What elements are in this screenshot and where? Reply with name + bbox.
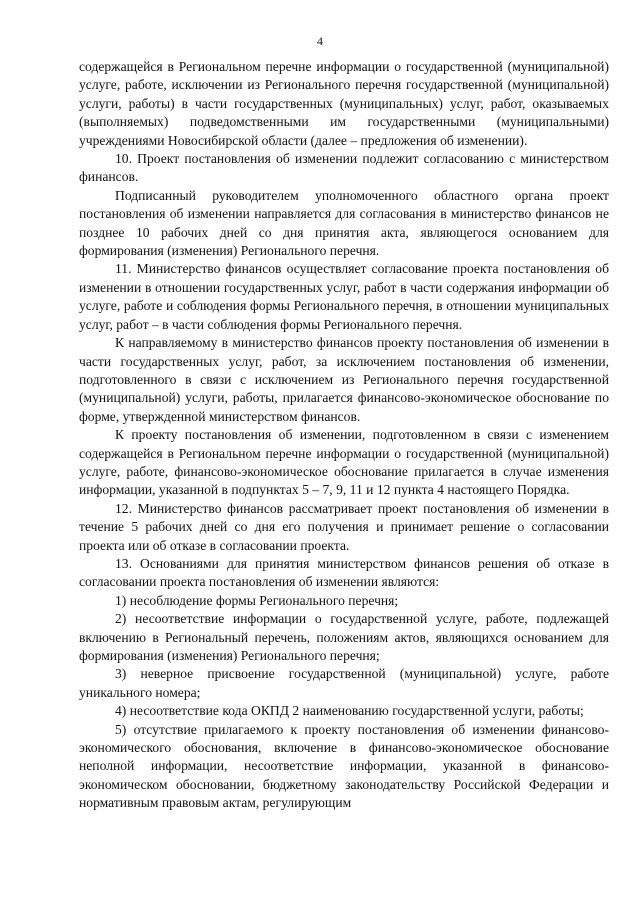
paragraph-item-11: 11. Министерство финансов осуществляет согласование проекта постановления об изменении в отношении государственных услуг, работ в части содержания информации об услуге, работе и соблюдения формы Регионального перечня, в отношении муниципальных услуг, работ – в части соблюдения формы Регионального перечня. <box>79 261 609 332</box>
paragraph-item-10: 10. Проект постановления об изменении подлежит согласованию с министерством финансов. <box>79 151 609 185</box>
subitem-13-2: 2) несоответствие информации о государственной услуге, работе, подлежащей включению в Региональный перечень, положениям актов, являющихся основанием для формирования (изменения) Регионального перечня; <box>79 611 609 663</box>
subitem-13-1: 1) несоблюдение формы Регионального перечня; <box>115 592 399 608</box>
paragraph-item-12: 12. Министерство финансов рассматривает проект постановления об изменении в течение 5 рабочих дней со дня его получения и принимает решение о согласовании проекта или об отказе в согласовании проекта. <box>79 500 609 553</box>
paragraph-continuation: содержащейся в Региональном перечне информации о государственной (муниципальной) услуге, работе, исключении из Регионального перечня государственной (муниципальной) услуги, работы) в части государственных (муниципальных) услуг, работ, оказываемых (выполняемых) подведомственными им государственными (муниципальными) учреждениями Новосибирской области (далее – предложения об изменении). <box>79 59 609 148</box>
paragraph-item-11-change-justification: К проекту постановления об изменении, подготовленном в связи с изменением содержащейся в Региональном перечне информации о государственной (муниципальной) услуге, работе, финансово-экономическое обоснование прилагается в случае изменения информации, указанной в подпунктах 5 – 7, 9, 11 и 12 пункта 4 настоящего Порядка. <box>79 427 609 498</box>
page-number: 4 <box>317 34 323 48</box>
paragraph-item-11-justification: К направляемому в министерство финансов проекту постановления об изменении в части государственных услуг, работ, за исключением постановления об изменении, подготовленного в связи с исключением из Регионального перечня государственной (муниципальной) услуги, работы, прилагается финансово-экономическое обоснование по форме, утвержденной министерством финансов. <box>79 335 609 424</box>
subitem-13-5: 5) отсутствие прилагаемого к проекту постановления об изменении финансово-экономического обоснования, включение в финансово-экономическое обоснование неполной информации, несоответствие информации, указанной в финансово-экономическом обосновании, бюджетному законодательству Российской Федерации и нормативным правовым актам, регулирующим <box>79 721 609 811</box>
subitem-13-3: 3) неверное присвоение государственной (муниципальной) услуге, работе уникального номера; <box>79 666 609 700</box>
subitem-13-4: 4) несоответствие кода ОКПД 2 наименованию государственной услуги, работы; <box>115 703 584 719</box>
paragraph-item-10-submission: Подписанный руководителем уполномоченного областного органа проект постановления об изменении направляется для согласования в министерство финансов не позднее 10 рабочих дней со дня принятия акта, являющегося основанием для формирования (изменения) Регионального перечня. <box>79 187 609 259</box>
document-body <box>79 58 609 813</box>
paragraph-item-13: 13. Основаниями для принятия министерством финансов решения об отказе в согласовании проекта постановления об изменении являются: <box>79 555 609 590</box>
